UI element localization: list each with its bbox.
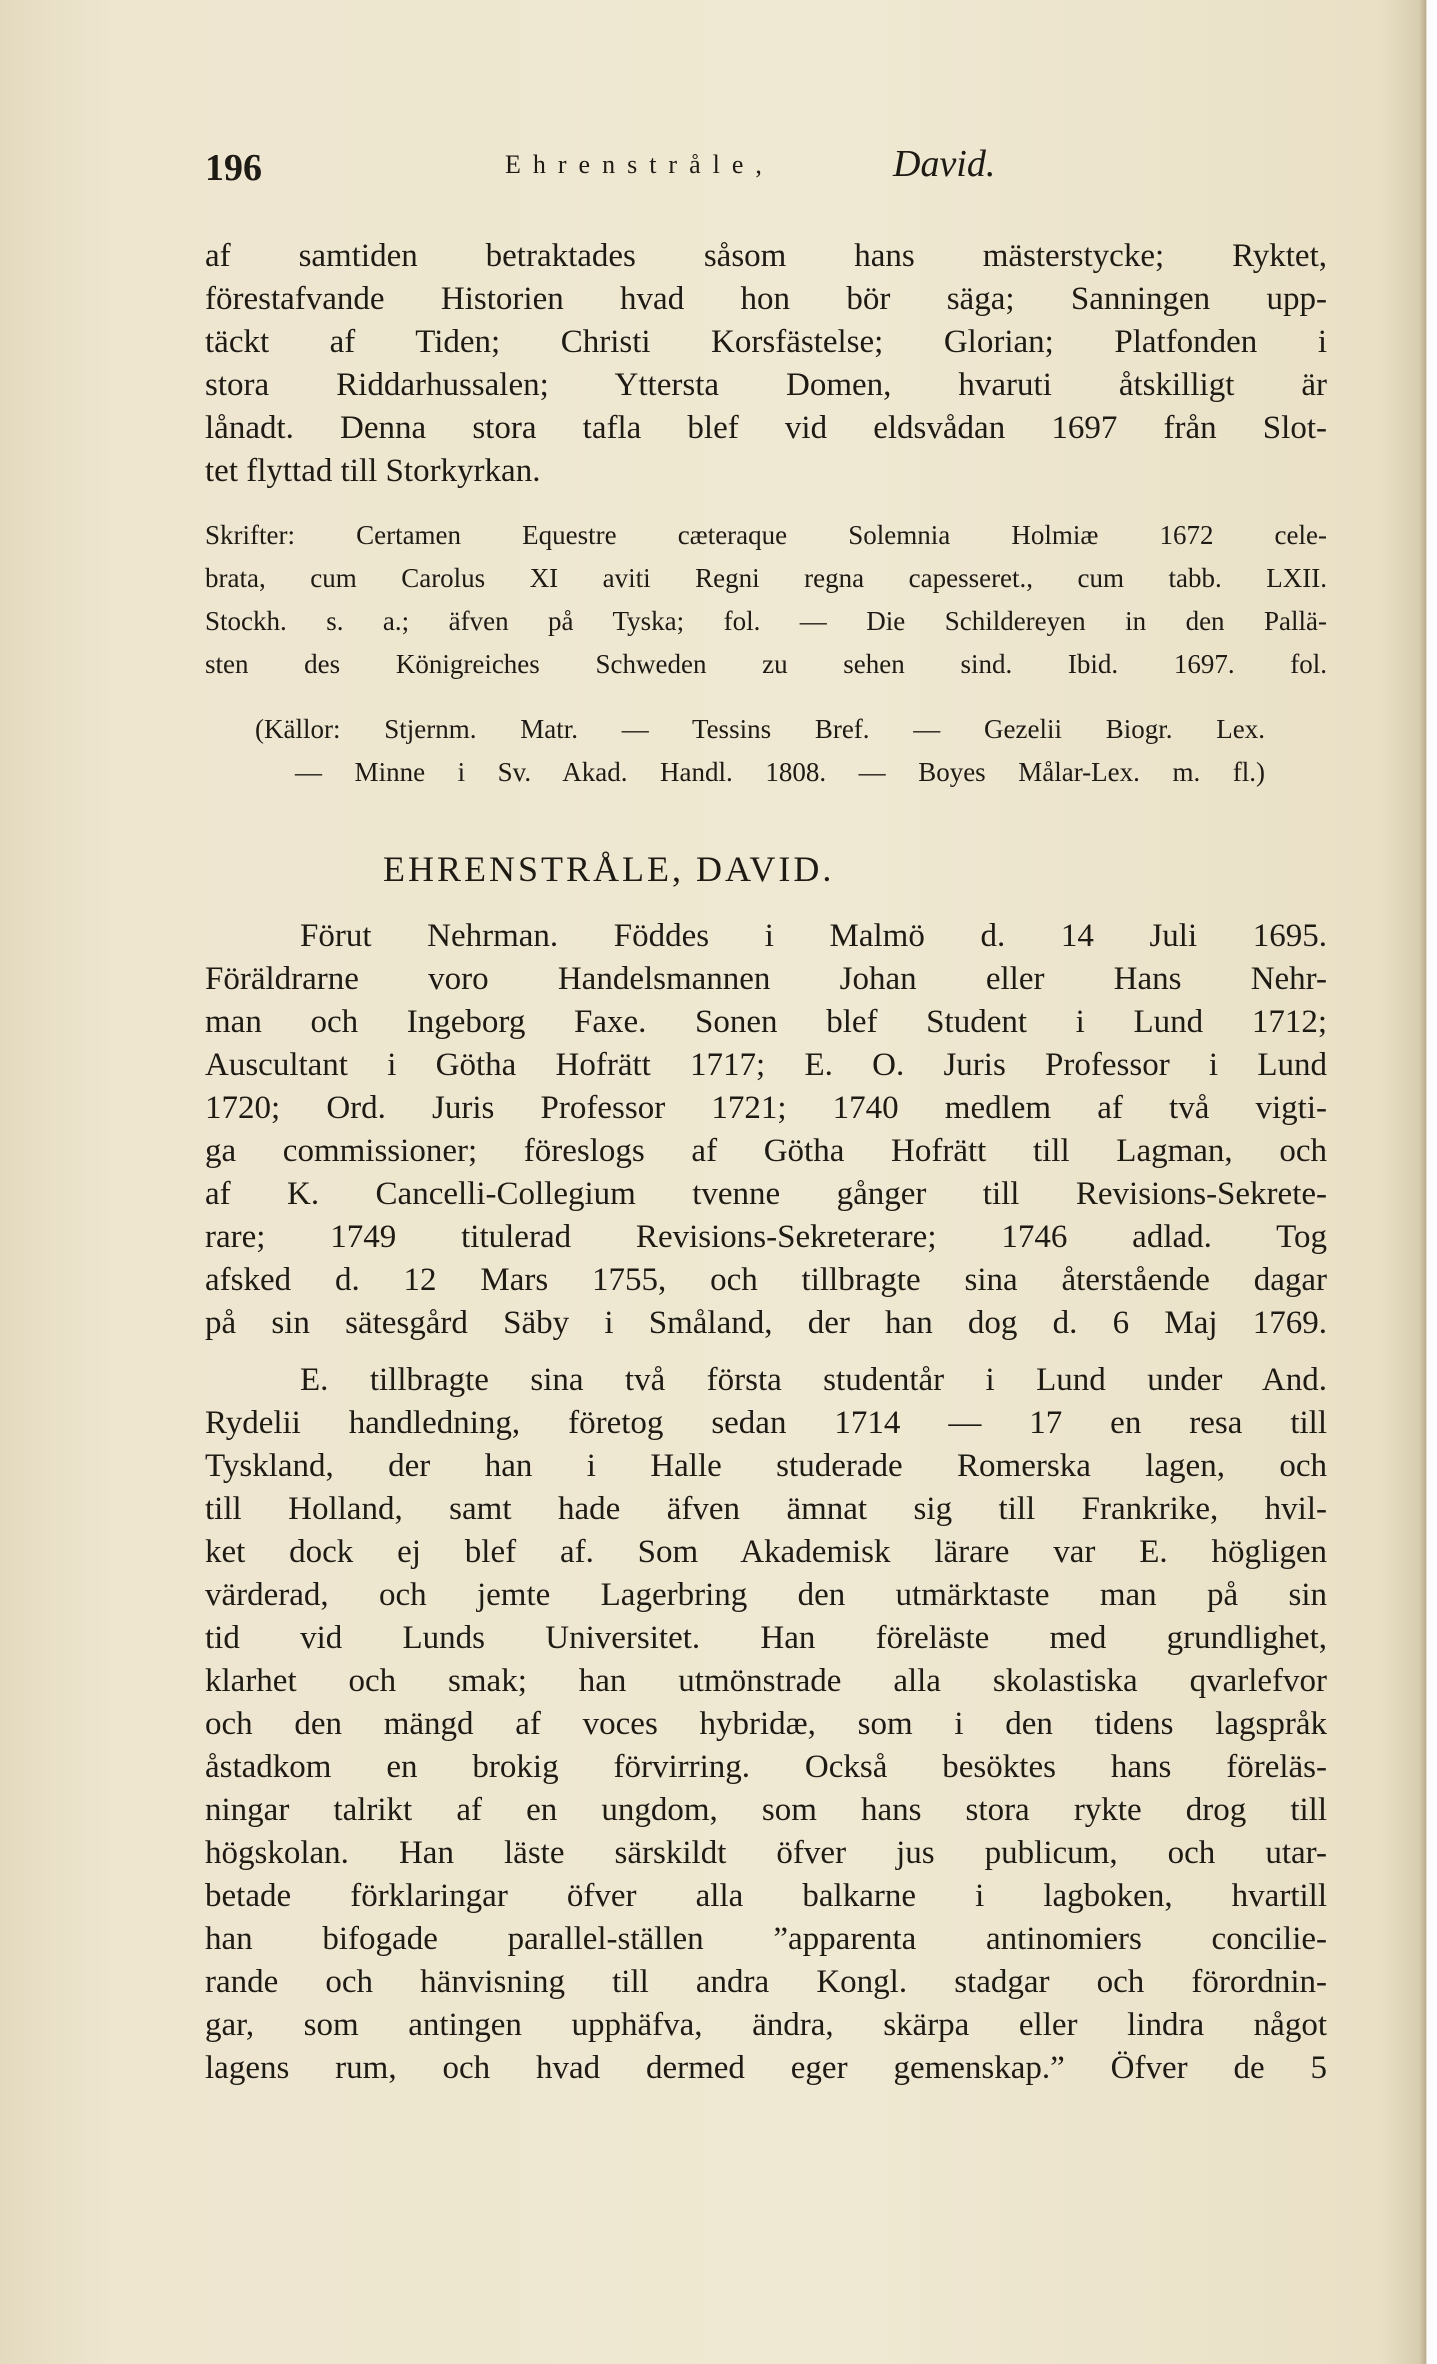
text-line: Förut Nehrman. Föddes i Malmö d. 14 Juli 1695. [300, 918, 1327, 954]
text-line: klarhet och smak; han utmönstrade alla skolastiska qvarlefvor [205, 1663, 1327, 1699]
text-line: förestafvande Historien hvad hon bör säga; Sanningen upp- [205, 281, 1327, 317]
text-line: betade förklaringar öfver alla balkarne i lagboken, hvartill [205, 1878, 1327, 1914]
running-head-name: David. [893, 143, 996, 185]
text-line: på sin sätesgård Säby i Småland, der han dog d. 6 Maj 1769. [205, 1305, 1327, 1341]
text-line: E. tillbragte sina två första studentår i Lund under And. [300, 1362, 1327, 1398]
text-line: sten des Königreiches Schweden zu sehen sind. Ibid. 1697. fol. [205, 649, 1327, 679]
text-line: Stockh. s. a.; äfven på Tyska; fol. — Die Schildereyen in den Pallä- [205, 606, 1327, 636]
text-line: afsked d. 12 Mars 1755, och tillbragte sina återstående dagar [205, 1262, 1327, 1298]
text-line: värderad, och jemte Lagerbring den utmärktaste man på sin [205, 1577, 1327, 1613]
text-line: täckt af Tiden; Christi Korsfästelse; Glorian; Platfonden i [205, 324, 1327, 360]
page-edge [1419, 0, 1437, 2364]
text-line: tid vid Lunds Universitet. Han föreläste med grundlighet, [205, 1620, 1327, 1656]
text-line: Skrifter: Certamen Equestre cæteraque Solemnia Holmiæ 1672 cele- [205, 520, 1327, 550]
entry-title: EHRENSTRÅLE, DAVID. [383, 849, 835, 889]
text-line: Auscultant i Götha Hofrätt 1717; E. O. Juris Professor i Lund [205, 1047, 1327, 1083]
text-line: högskolan. Han läste särskildt öfver jus publicum, och utar- [205, 1835, 1327, 1871]
page-number: 196 [205, 147, 262, 189]
text-line: Föräldrarne voro Handelsmannen Johan eller Hans Nehr- [205, 961, 1327, 997]
text-line: stora Riddarhussalen; Yttersta Domen, hvaruti åtskilligt är [205, 367, 1327, 403]
text-line: man och Ingeborg Faxe. Sonen blef Student i Lund 1712; [205, 1004, 1327, 1040]
text-line: tet flyttad till Storkyrkan. [205, 453, 541, 489]
text-line: af samtiden betraktades såsom hans mästerstycke; Ryktet, [205, 238, 1327, 274]
text-line: till Holland, samt hade äfven ämnat sig till Frankrike, hvil- [205, 1491, 1327, 1527]
text-line: ga commissioner; föreslogs af Götha Hofrätt till Lagman, och [205, 1133, 1327, 1169]
text-line: åstadkom en brokig förvirring. Också besöktes hans föreläs- [205, 1749, 1327, 1785]
text-line: han bifogade parallel-ställen ”apparenta antinomiers concilie- [205, 1921, 1327, 1957]
text-line: brata, cum Carolus XI aviti Regni regna capesseret., cum tabb. LXII. [205, 563, 1327, 593]
page-header [205, 143, 1105, 196]
running-head: Ehrenstråle, [505, 150, 774, 179]
text-line: rande och hänvisning till andra Kongl. stadgar och förordnin- [205, 1964, 1327, 2000]
text-line: Tyskland, der han i Halle studerade Romerska lagen, och [205, 1448, 1327, 1484]
text-line: gar, som antingen upphäfva, ändra, skärpa eller lindra något [205, 2007, 1327, 2043]
text-line: och den mängd af voces hybridæ, som i den tidens lagspråk [205, 1706, 1327, 1742]
text-line: ningar talrikt af en ungdom, som hans stora rykte drog till [205, 1792, 1327, 1828]
text-line: Rydelii handledning, företog sedan 1714 — 17 en resa till [205, 1405, 1327, 1441]
text-line: lånadt. Denna stora tafla blef vid eldsvådan 1697 från Slot- [205, 410, 1327, 446]
text-line: 1720; Ord. Juris Professor 1721; 1740 medlem af två vigti- [205, 1090, 1327, 1126]
text-line: af K. Cancelli-Collegium tvenne gånger till Revisions-Sekrete- [205, 1176, 1327, 1212]
text-line: — Minne i Sv. Akad. Handl. 1808. — Boyes Målar-Lex. m. fl.) [295, 757, 1265, 787]
text-line: (Källor: Stjernm. Matr. — Tessins Bref. — Gezelii Biogr. Lex. [255, 714, 1265, 744]
text-line: ket dock ej blef af. Som Akademisk lärare var E. högligen [205, 1534, 1327, 1570]
text-line: lagens rum, och hvad dermed eger gemenskap.” Öfver de 5 [205, 2050, 1327, 2086]
text-line: rare; 1749 titulerad Revisions-Sekreterare; 1746 adlad. Tog [205, 1219, 1327, 1255]
